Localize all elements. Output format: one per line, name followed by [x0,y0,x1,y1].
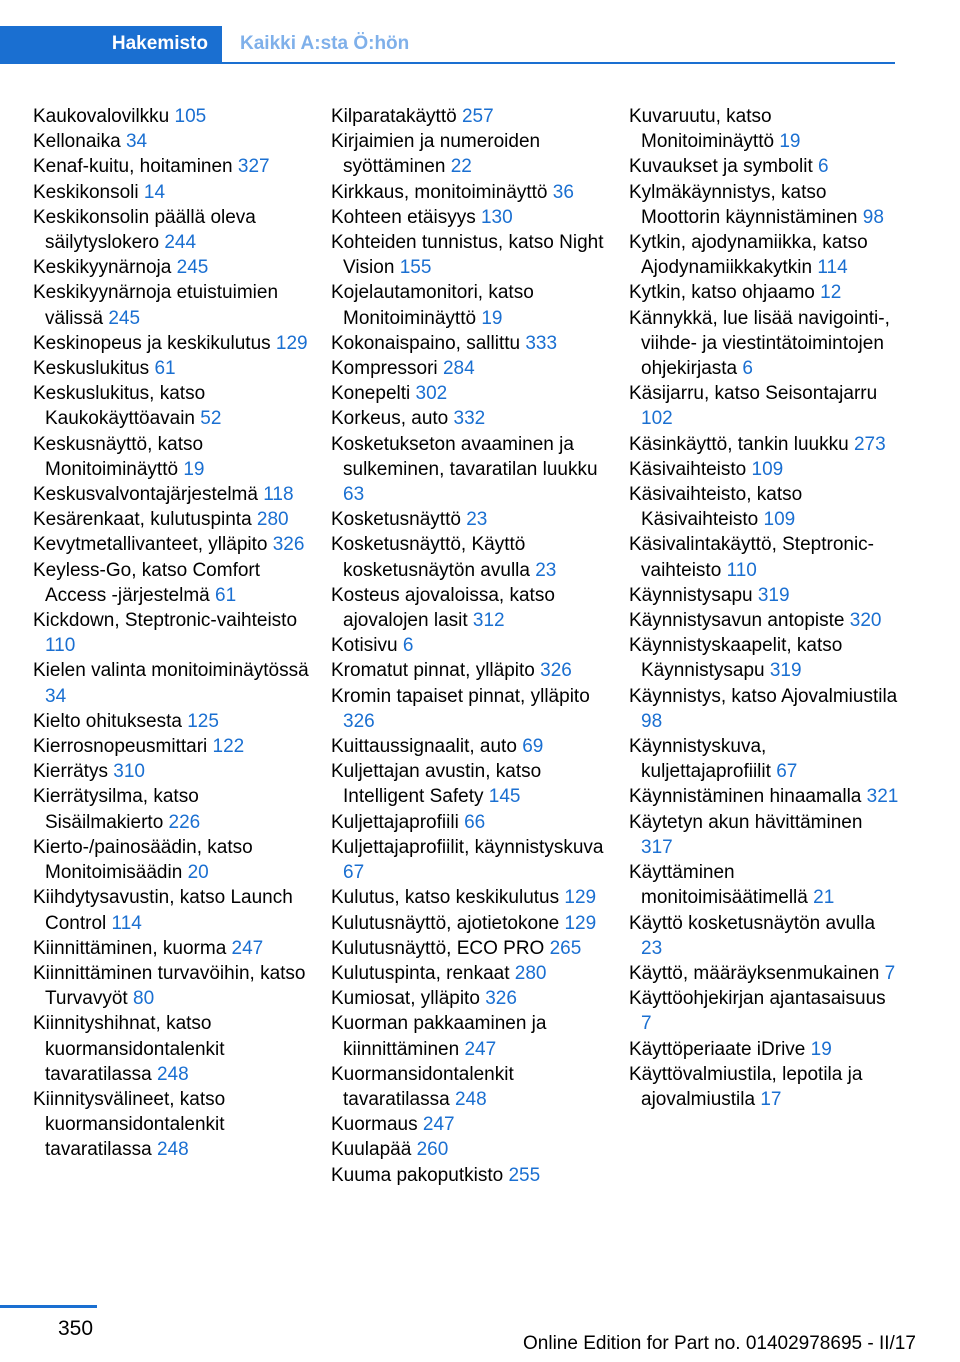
index-term: Kuvaruutu, katso Monitoiminäyttö [629,106,775,153]
page-link[interactable]: 6 [402,635,414,657]
index-entry [629,1062,899,1112]
index-entry [629,911,899,961]
index-entry [331,1163,616,1188]
index-entry [331,1137,616,1162]
page-link[interactable]: 320 [849,610,882,632]
index-entry [33,154,318,179]
index-term: Kiinnitysvälineet, katso kuormansidontalenkit tavaratilassa [33,1088,226,1161]
index-entry [33,432,318,482]
index-entry [629,482,899,532]
index-entry [331,885,616,910]
page-link[interactable]: 34 [45,685,67,707]
page-link[interactable]: 310 [113,761,145,783]
page-link[interactable]: 273 [853,433,886,455]
index-entry [33,961,318,1011]
page-link[interactable]: 105 [174,106,207,127]
index-entry [629,154,899,179]
index-term: Käyttäminen monitoimisäätimellä [629,862,808,909]
index-entry [331,406,616,431]
index-term: Keyless-Go, katso Comfort Access -järjestelmä [33,559,261,606]
index-entry [33,205,318,255]
index-term: Keskinopeus ja keskikulutus [33,332,271,354]
index-term: Kellonaika [33,131,121,153]
index-entry [33,255,318,280]
index-term: Kenaf-kuitu, hoitaminen [33,156,233,178]
page-link[interactable]: 260 [416,1139,449,1161]
page-link[interactable]: 319 [757,584,790,606]
index-entry [331,986,616,1011]
index-entry [629,583,899,608]
index-term: Käsivalintakäyttö, Steptronic-vaihteisto [629,534,875,581]
index-term: Kohteiden tunnistus, katso Night Vision [331,232,604,279]
page-link[interactable]: 226 [168,811,201,833]
index-term: Kesärenkaat, kulutuspinta [33,509,252,531]
page-link[interactable]: 129 [564,887,597,909]
page-link[interactable]: 155 [399,257,432,279]
page-link[interactable]: 326 [343,710,375,732]
index-term: Kromatut pinnat, ylläpito [331,660,535,682]
index-entry [331,280,616,330]
page-link[interactable]: 19 [481,307,503,329]
index-term: Käytetyn akun hävittäminen [629,811,863,833]
index-entry [331,1062,616,1112]
index-entry [331,835,616,885]
index-entry [629,230,899,280]
page-link[interactable]: 109 [763,509,796,531]
index-term: Kosketusnäyttö [331,509,461,531]
index-term: Kromin tapaiset pinnat, ylläpito [331,685,590,707]
index-term: Käyttö kosketusnäytön avulla [629,912,876,934]
index-term: Käyttöperiaate iDrive [629,1038,806,1060]
page-link[interactable]: 248 [156,1063,189,1085]
index-term: Kierrosnopeusmittari [33,736,208,758]
index-term: Kännykkä, lue lisää navigointi-, viihde- ja viestintätoimintojen ohjekirjasta [629,307,890,380]
index-term: Kytkin, katso ohjaamo [629,282,815,304]
index-entry [629,180,899,230]
index-entry [33,507,318,532]
index-term: Kiinnittäminen, kuorma [33,937,227,959]
page-link[interactable]: 312 [472,610,505,632]
index-term: Kuljettajaprofiili [331,811,459,833]
index-entry [33,482,318,507]
index-entry [331,205,616,230]
index-entry [33,835,318,885]
index-term: Korkeus, auto [331,408,449,430]
index-entry [331,759,616,809]
index-entry [629,810,899,860]
index-entry [331,230,616,280]
page-link[interactable]: 67 [776,761,798,783]
page-link[interactable]: 280 [256,509,289,531]
index-entry [33,331,318,356]
index-term: Käynnistysapu [629,584,753,606]
index-entry [629,784,899,809]
index-term: Kirjaimien ja numeroiden syöttäminen [331,131,541,178]
index-entry [331,911,616,936]
page-link[interactable]: 110 [726,559,757,581]
index-term: Kuorman pakkaaminen ja kiinnittäminen [331,1013,547,1060]
index-term: Kytkin, ajodynamiikka, katso Ajodynamiikkakytkin [629,232,868,279]
index-entry [331,180,616,205]
index-entry [629,432,899,457]
index-entry [33,381,318,431]
index-term: Kohteen etäisyys [331,206,476,228]
index-entry [331,507,616,532]
index-entry [331,381,616,406]
page-link[interactable]: 98 [862,206,884,228]
index-entry [33,784,318,834]
index-term: Kylmäkäynnistys, katso Moottorin käynnistäminen [629,181,858,228]
page-link[interactable]: 122 [212,736,245,758]
page-link[interactable]: 6 [742,358,753,380]
page-link[interactable]: 52 [200,408,222,430]
index-term: Kulutus, katso keskikulutus [331,887,560,909]
index-entry [629,280,899,305]
page-link[interactable]: 12 [820,282,842,304]
index-term: Kotisivu [331,635,398,657]
page-link[interactable]: 114 [111,912,142,934]
index-column-3 [629,104,899,1112]
index-term: Käynnistäminen hinaamalla [629,786,862,808]
index-term: Keskikonsolin päällä oleva säilytyslokero [33,206,256,254]
index-term: Konepelti [331,383,411,405]
page-link[interactable]: 129 [275,332,308,354]
page-link[interactable]: 245 [108,307,141,329]
index-entry [629,457,899,482]
index-term: Keskusvalvontajärjestelmä [33,484,258,506]
index-term: Käsivaihteisto, katso Käsivaihteisto [629,484,803,531]
edition-notice: Online Edition for Part no. 01402978695 - II/17 [523,1333,916,1354]
index-entry [629,986,899,1036]
page-link[interactable]: 14 [143,181,166,203]
index-entry [33,104,318,129]
index-term: Kevytmetallivanteet, ylläpito [33,534,268,556]
index-term: Kiinnittäminen turvavöihin, katso Turvavyöt [33,962,306,1010]
index-entry [629,608,899,633]
page-link[interactable]: 130 [480,206,513,228]
page-link[interactable]: 255 [508,1164,541,1186]
index-entry [629,532,899,582]
index-entry [629,1037,899,1062]
index-term: Käynnistys, katso Ajovalmiustila [629,685,898,707]
index-entry [33,558,318,608]
index-term: Kierto-/painosäädin, katso Monitoimisäädin [33,836,253,884]
page-link[interactable]: 248 [454,1088,487,1110]
page-link[interactable]: 247 [231,937,264,959]
page-link[interactable]: 23 [466,509,488,531]
index-term: Kielto ohituksesta [33,710,182,732]
index-entry [33,709,318,734]
index-term: Käynnistysavun antopiste [629,610,845,632]
index-term: Keskuslukitus [33,358,150,380]
index-term: Kiihdytysavustin, katso Launch Control [33,887,293,934]
index-entry [331,331,616,356]
footer-rule [0,1305,97,1308]
index-term: Kaukovalovilkku [33,106,170,127]
index-term: Käsijarru, katso Seisontajarru [629,383,878,405]
page-link[interactable]: 61 [215,584,237,606]
index-term: Kulutusnäyttö, ECO PRO [331,937,545,959]
index-term: Kuittaussignaalit, auto [331,736,517,758]
index-entry [33,532,318,557]
page-link[interactable]: 247 [464,1038,497,1060]
page-link[interactable]: 36 [552,181,574,203]
page-link[interactable]: 319 [769,660,802,682]
index-term: Kumiosat, ylläpito [331,988,480,1010]
page-link[interactable]: 21 [813,887,835,909]
index-entry [629,684,899,734]
index-term: Keskikyynärnoja etuistuimien välissä [33,282,279,329]
page-link[interactable]: 66 [464,811,486,833]
page-link[interactable]: 19 [779,131,801,153]
index-term: Kulutusnäyttö, ajotietokone [331,912,560,934]
page-link[interactable]: 125 [187,710,219,732]
index-term: Keskuslukitus, katso Kaukokäyttöavain [33,383,206,430]
index-term: Kuvaukset ja symbolit [629,156,813,178]
tab-all-a-to-o[interactable]: Kaikki A:sta Ö:hön [240,33,410,54]
page-link[interactable]: 326 [272,534,305,556]
index-entry [33,1087,318,1163]
index-entry [33,356,318,381]
index-entry [331,734,616,759]
index-term: Kilparatakäyttö [331,106,457,127]
index-column-1 [33,104,318,1163]
index-term: Käyttövalmiustila, lepotila ja ajovalmiustila [629,1063,863,1110]
page-link[interactable]: 265 [549,937,582,959]
index-entry [331,532,616,582]
index-term: Kosteus ajovaloissa, katso ajovalojen lasit [331,584,555,632]
index-term: Käsivaihteisto [629,458,747,480]
index-term: Kierrätys [33,761,108,783]
page-link[interactable]: 22 [450,156,472,178]
page-link[interactable]: 247 [422,1114,455,1136]
page-number: 350 [58,1317,94,1340]
page-link[interactable]: 118 [263,484,294,506]
index-entry [331,633,616,658]
page-link[interactable]: 67 [343,862,365,884]
page-link[interactable]: 114 [817,257,848,279]
page-link[interactable]: 109 [751,458,784,480]
page-link[interactable]: 321 [866,786,899,808]
index-term: Kirkkaus, monitoiminäyttö [331,181,548,203]
index-term: Kojelautamonitori, katso Monitoiminäyttö [331,282,534,329]
page-link[interactable]: 23 [535,559,557,581]
page-link[interactable]: 326 [540,660,572,682]
index-term: Kickdown, Steptronic-vaihteisto [33,610,298,632]
index-term: Kuuma pakoputkisto [331,1164,504,1186]
tab-hakemisto[interactable]: Hakemisto [0,26,222,62]
page-link[interactable]: 333 [525,332,558,354]
page-link[interactable]: 23 [641,937,663,959]
index-term: Käsinkäyttö, tankin luukku [629,433,849,455]
index-term: Keskikyynärnoja [33,257,172,279]
index-entry [331,1011,616,1061]
page-link[interactable]: 6 [818,156,829,178]
index-term: Keskikonsoli [33,181,139,203]
page-link[interactable]: 34 [125,131,148,153]
index-term: Keskusnäyttö, katso Monitoiminäyttö [33,433,204,480]
page-link[interactable]: 102 [641,408,673,430]
index-term: Käynnistyskuva, kuljettajaprofiilit [629,736,771,783]
index-term: Käyttö, määräyksenmukainen [629,962,880,984]
index-entry [33,936,318,961]
page-link[interactable]: 80 [133,988,155,1010]
index-term: Kosketusnäyttö, Käyttö kosketusnäytön avulla [331,534,530,581]
index-entry [331,583,616,633]
index-term: Kuljettajan avustin, katso Intelligent Safety [331,761,542,808]
index-entry [33,734,318,759]
index-term: Kuormaus [331,1114,418,1136]
index-entry [331,684,616,734]
page-link[interactable]: 20 [187,862,209,884]
index-entry [33,885,318,935]
page-link[interactable]: 110 [45,635,76,657]
index-term: Kuormansidontalenkit tavaratilassa [331,1063,514,1110]
page-header [0,26,895,64]
index-entry [331,658,616,683]
index-entry [33,180,318,205]
index-entry [331,129,616,179]
index-term: Kokonaispaino, sallittu [331,332,521,354]
index-term: Kuljettajaprofiilit, käynnistyskuva [331,836,604,858]
index-entry [629,104,899,154]
index-term: Kompressori [331,358,438,380]
index-entry [33,658,318,708]
index-entry [33,1011,318,1087]
index-entry [331,104,616,129]
page-link[interactable]: 302 [415,383,448,405]
page-link[interactable]: 257 [461,106,494,127]
page-link[interactable]: 98 [641,710,663,732]
index-entry [331,936,616,961]
page-link[interactable]: 248 [156,1139,189,1161]
page-link[interactable]: 7 [884,962,896,984]
index-entry [331,961,616,986]
index-entry [629,633,899,683]
page-link[interactable]: 317 [641,836,673,858]
index-term: Kulutuspinta, renkaat [331,962,510,984]
index-term: Kierrätysilma, katso Sisäilmakierto [33,786,199,833]
index-term: Käynnistyskaapelit, katso Käynnistysapu [629,635,843,682]
page-link[interactable]: 244 [164,232,197,254]
page-link[interactable]: 19 [183,458,205,480]
index-term: Käyttöohjekirjan ajantasaisuus [629,988,886,1010]
index-entry [331,1112,616,1137]
page-link[interactable]: 327 [237,156,270,178]
index-column-2 [331,104,616,1188]
index-entry [331,356,616,381]
index-entry [331,810,616,835]
index-term: Kiinnityshihnat, katso kuormansidontalenkit tavaratilassa [33,1013,225,1085]
page-link[interactable]: 326 [485,988,517,1010]
page-link[interactable]: 129 [564,912,597,934]
index-entry [33,759,318,784]
page-link[interactable]: 63 [343,484,365,506]
index-entry [629,734,899,784]
page-link[interactable]: 7 [641,1013,652,1035]
index-entry [629,381,899,431]
index-entry [331,432,616,508]
index-entry [33,129,318,154]
index-entry [629,961,899,986]
index-term: Kuulapää [331,1139,412,1161]
page-link[interactable]: 245 [176,257,209,279]
page-link[interactable]: 280 [514,962,547,984]
index-entry [629,860,899,910]
index-term: Kosketukseton avaaminen ja sulkeminen, tavaratilan luukku [331,433,598,480]
index-entry [33,280,318,330]
page-link[interactable]: 332 [453,408,486,430]
page-link[interactable]: 145 [488,786,521,808]
page-link[interactable]: 17 [760,1088,782,1110]
index-term: Kielen valinta monitoiminäytössä [33,660,309,682]
index-entry [629,306,899,382]
page-link[interactable]: 69 [522,736,544,758]
page-link[interactable]: 19 [810,1038,832,1060]
page-link[interactable]: 61 [154,358,176,380]
page-link[interactable]: 284 [442,358,475,380]
index-entry [33,608,318,658]
